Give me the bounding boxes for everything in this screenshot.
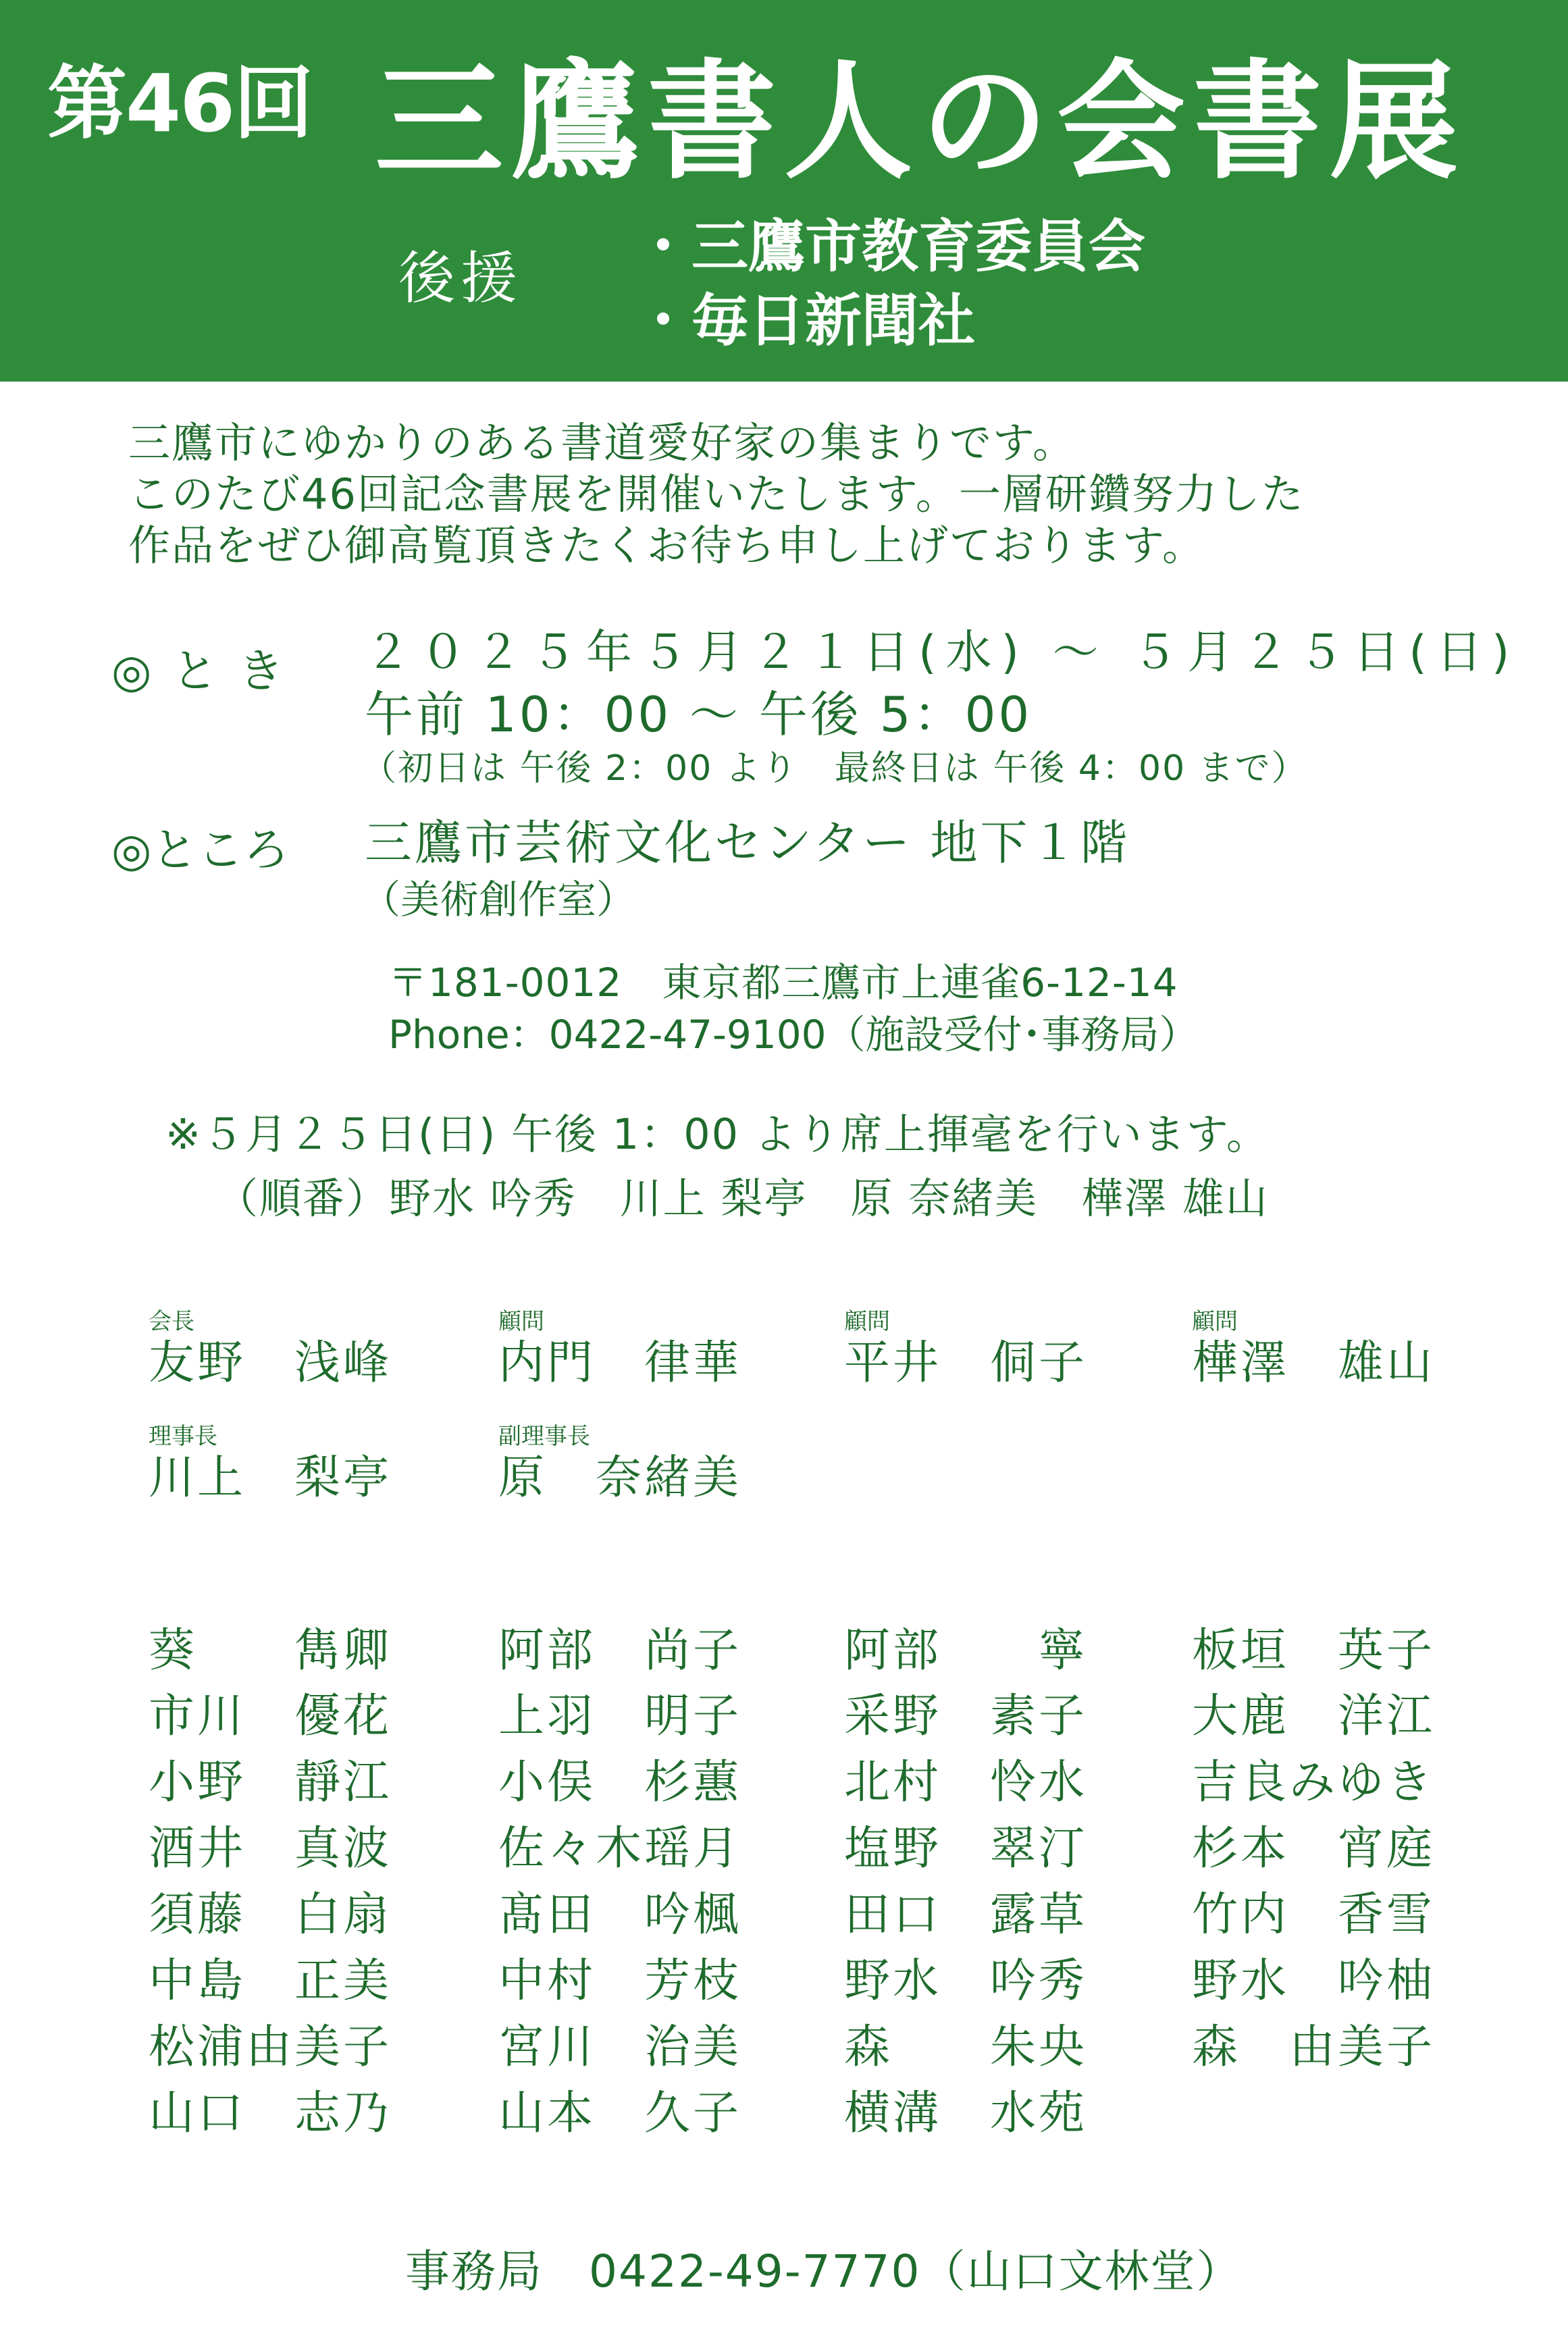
venue-name: 三鷹市芸術文化センター 地下１階 — [365, 815, 1130, 870]
member-name: 野水 吟柚 — [1192, 1954, 1436, 2008]
exhibition-title: 三鷹書人の会書展 — [375, 47, 1467, 197]
member-name: 杉本 宵庭 — [1192, 1822, 1436, 1875]
member-name: 吉良みゆき — [1192, 1756, 1436, 1809]
member-name: 塩野 翠汀 — [844, 1822, 1088, 1875]
member-name: 小俣 杉蕙 — [498, 1756, 742, 1809]
demonstration-note: ※５月２５日(日) 午後 1：00 より席上揮毫を行います。 — [165, 1110, 1270, 1159]
officer-advisor — [844, 1307, 1087, 1390]
member-name: 髙田 吟楓 — [498, 1888, 742, 1942]
member-name: 山本 久子 — [498, 2087, 742, 2140]
officer-role: 理事長 — [149, 1423, 217, 1450]
member-name: 森 由美子 — [1192, 2021, 1436, 2074]
member-name: 佐々木瑶月 — [498, 1822, 742, 1875]
exhibition-dates: ２０２５年５月２１日(水) 〜 ５月２５日(日) — [365, 626, 1519, 679]
member-name: 田口 露草 — [844, 1888, 1088, 1942]
demonstration-order: （順番）野水 吟秀 川上 梨亭 原 奈緒美 樺澤 雄山 — [216, 1174, 1269, 1223]
sponsor-label: 後援 — [398, 245, 523, 311]
officer-chairman — [149, 1422, 392, 1505]
venue-room: （美術創作室） — [361, 877, 636, 922]
officer-name: 川上 梨亭 — [149, 1451, 392, 1505]
officer-vice-chairman — [498, 1422, 741, 1505]
member-name: 市川 優花 — [149, 1690, 392, 1743]
intro-line: 三鷹市にゆかりのある書道愛好家の集まりです。 — [128, 418, 1076, 467]
exhibition-hours: 午前 10：00 〜 午後 5：00 — [365, 686, 1033, 743]
member-name: 中島 正美 — [149, 1954, 392, 2008]
officer-name: 内門 律華 — [498, 1336, 742, 1390]
member-name: 森 朱央 — [844, 2021, 1088, 2074]
officer-role: 顧問 — [844, 1308, 890, 1335]
member-name: 小野 靜江 — [149, 1756, 392, 1809]
member-name: 竹内 香雪 — [1192, 1888, 1436, 1942]
hours-note: （初日は 午後 2：00 より 最終日は 午後 4：00 まで） — [361, 748, 1308, 789]
officer-role: 顧問 — [498, 1308, 544, 1335]
member-name: 大鹿 洋江 — [1192, 1690, 1436, 1743]
officer-advisor — [1192, 1307, 1435, 1390]
edition-number: 第46回 — [47, 57, 313, 150]
member-name: 山口 志乃 — [149, 2087, 392, 2140]
where-label: ◎ところ — [111, 824, 290, 877]
officer-name: 友野 浅峰 — [149, 1336, 392, 1390]
member-name: 采野 素子 — [844, 1690, 1088, 1743]
member-name: 阿部 尚子 — [498, 1624, 742, 1677]
intro-line: このたび46回記念書展を開催いたします。一層研鑽努力した — [128, 469, 1305, 519]
officer-name: 原 奈緒美 — [498, 1451, 742, 1505]
officer-role: 会長 — [149, 1308, 194, 1335]
office-contact: 事務局 0422-49-7770（山口文林堂） — [405, 2245, 1243, 2297]
when-label: ◎とき — [111, 645, 305, 698]
sponsor-list — [635, 209, 1145, 358]
officer-president — [149, 1307, 392, 1390]
member-name: 松浦由美子 — [149, 2021, 392, 2074]
member-name: 北村 怜水 — [844, 1756, 1088, 1809]
member-name: 板垣 英子 — [1192, 1624, 1436, 1677]
member-name: 酒井 真波 — [149, 1822, 392, 1875]
header-banner — [0, 0, 1568, 382]
member-name: 須藤 白扇 — [149, 1888, 392, 1942]
intro-paragraph — [128, 417, 1305, 571]
sponsor-item: ・ 三鷹市教育委員会 — [635, 209, 1145, 284]
member-name: 葵 雋卿 — [149, 1624, 392, 1677]
member-name: 中村 芳枝 — [498, 1954, 742, 2008]
officer-role: 副理事長 — [498, 1423, 590, 1450]
officer-role: 顧問 — [1192, 1308, 1238, 1335]
member-name: 阿部 寧 — [844, 1624, 1088, 1677]
officer-advisor — [498, 1307, 741, 1390]
member-name: 上羽 明子 — [498, 1690, 742, 1743]
officer-name: 平井 侗子 — [844, 1336, 1088, 1390]
venue-phone: Phone：0422-47-9100（施設受付･事務局） — [388, 1012, 1199, 1058]
intro-line: 作品をぜひ御高覧頂きたくお待ち申し上げております。 — [128, 521, 1206, 570]
sponsor-item: ・ 毎日新聞社 — [635, 284, 1145, 358]
member-name: 宮川 治美 — [498, 2021, 742, 2074]
member-name: 横溝 水苑 — [844, 2087, 1088, 2140]
officer-name: 樺澤 雄山 — [1192, 1336, 1436, 1390]
member-name: 野水 吟秀 — [844, 1954, 1088, 2008]
venue-address: 〒181-0012 東京都三鷹市上連雀6-12-14 — [388, 960, 1178, 1006]
